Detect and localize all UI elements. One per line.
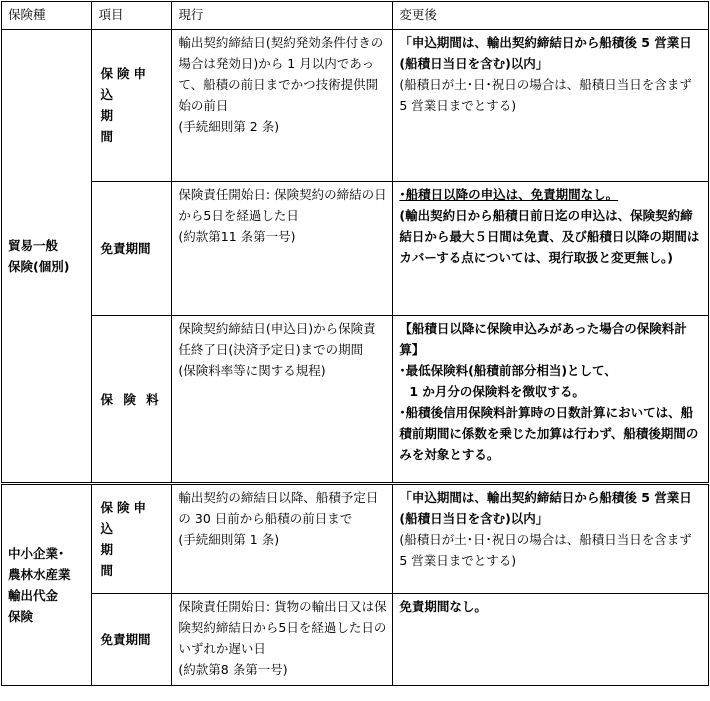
- current-cell: 輸出契約締結日(契約発効条件付きの場合は発効日)から 1 月以内であって、船積の前日までかつ技術提供開始の前日 (手続細則第 2 条): [172, 30, 393, 182]
- current-cell: 保険契約締結日(申込日)から保険責任終了日(決済予定日)までの期間 (保険料率等に関する規程): [172, 316, 393, 484]
- table-row: [2, 594, 709, 686]
- changed-cell: 「申込期間は、輸出契約締結日から船積後 5 営業日(船積日当日を含む)以内」 (船積日が土･日･祝日の場合は、船積日当日を含まず 5 営業日までとする): [393, 484, 709, 594]
- header-type: 保険種: [2, 2, 92, 30]
- item-exemption-period: 免責期間: [92, 182, 172, 316]
- current-cell: 輸出契約の締結日以降、船積予定日の 30 日前から船積の前日まで (手続細則第 1 条): [172, 484, 393, 594]
- item-premium: 保 険 料: [92, 316, 172, 484]
- header-row: [2, 2, 709, 30]
- header-item: 項目: [92, 2, 172, 30]
- current-cell: 保険責任開始日: 保険契約の締結の日から5日を経過した日 (約款第11 条第一号): [172, 182, 393, 316]
- table-row: [2, 182, 709, 316]
- item-application-period: 保険申込 期 間: [92, 30, 172, 182]
- changed-cell: ･船積日以降の申込は、免責期間なし。 (輸出契約日から船積日前日迄の申込は、保険契約締結日から最大５日間は免責、及び船積日以降の期間はカバーする点については、現行取扱と変更無し。): [393, 182, 709, 316]
- table-row: [2, 316, 709, 484]
- item-exemption-period: 免責期間: [92, 594, 172, 686]
- insurance-type-sme: 中小企業･ 農林水産業 輸出代金 保険: [2, 484, 92, 686]
- changed-cell: 「申込期間は、輸出契約締結日から船積後 5 営業日(船積日当日を含む)以内」 (船積日が土･日･祝日の場合は、船積日当日を含まず 5 営業日までとする): [393, 30, 709, 182]
- insurance-type-trade: 貿易一般 保険(個別): [2, 30, 92, 484]
- table-row: [2, 484, 709, 594]
- current-cell: 保険責任開始日: 貨物の輸出日又は保険契約締結日から5日を経過した日のいずれか遅い日 (約款第8 条第一号): [172, 594, 393, 686]
- item-application-period: 保険申込 期 間: [92, 484, 172, 594]
- header-current: 現行: [172, 2, 393, 30]
- comparison-table: [1, 1, 709, 686]
- table-row: [2, 30, 709, 182]
- header-changed: 変更後: [393, 2, 709, 30]
- changed-cell: 免責期間なし。: [393, 594, 709, 686]
- changed-cell: 【船積日以降に保険申込みがあった場合の保険料計算】 ･最低保険料(船積前部分相当)として、 1 か月分の保険料を徴収する。 ･船積後信用保険料計算時の日数計算においては、船積前期間に係数を乗じた加算は行わず、船積後期間のみを対象とする。: [393, 316, 709, 484]
